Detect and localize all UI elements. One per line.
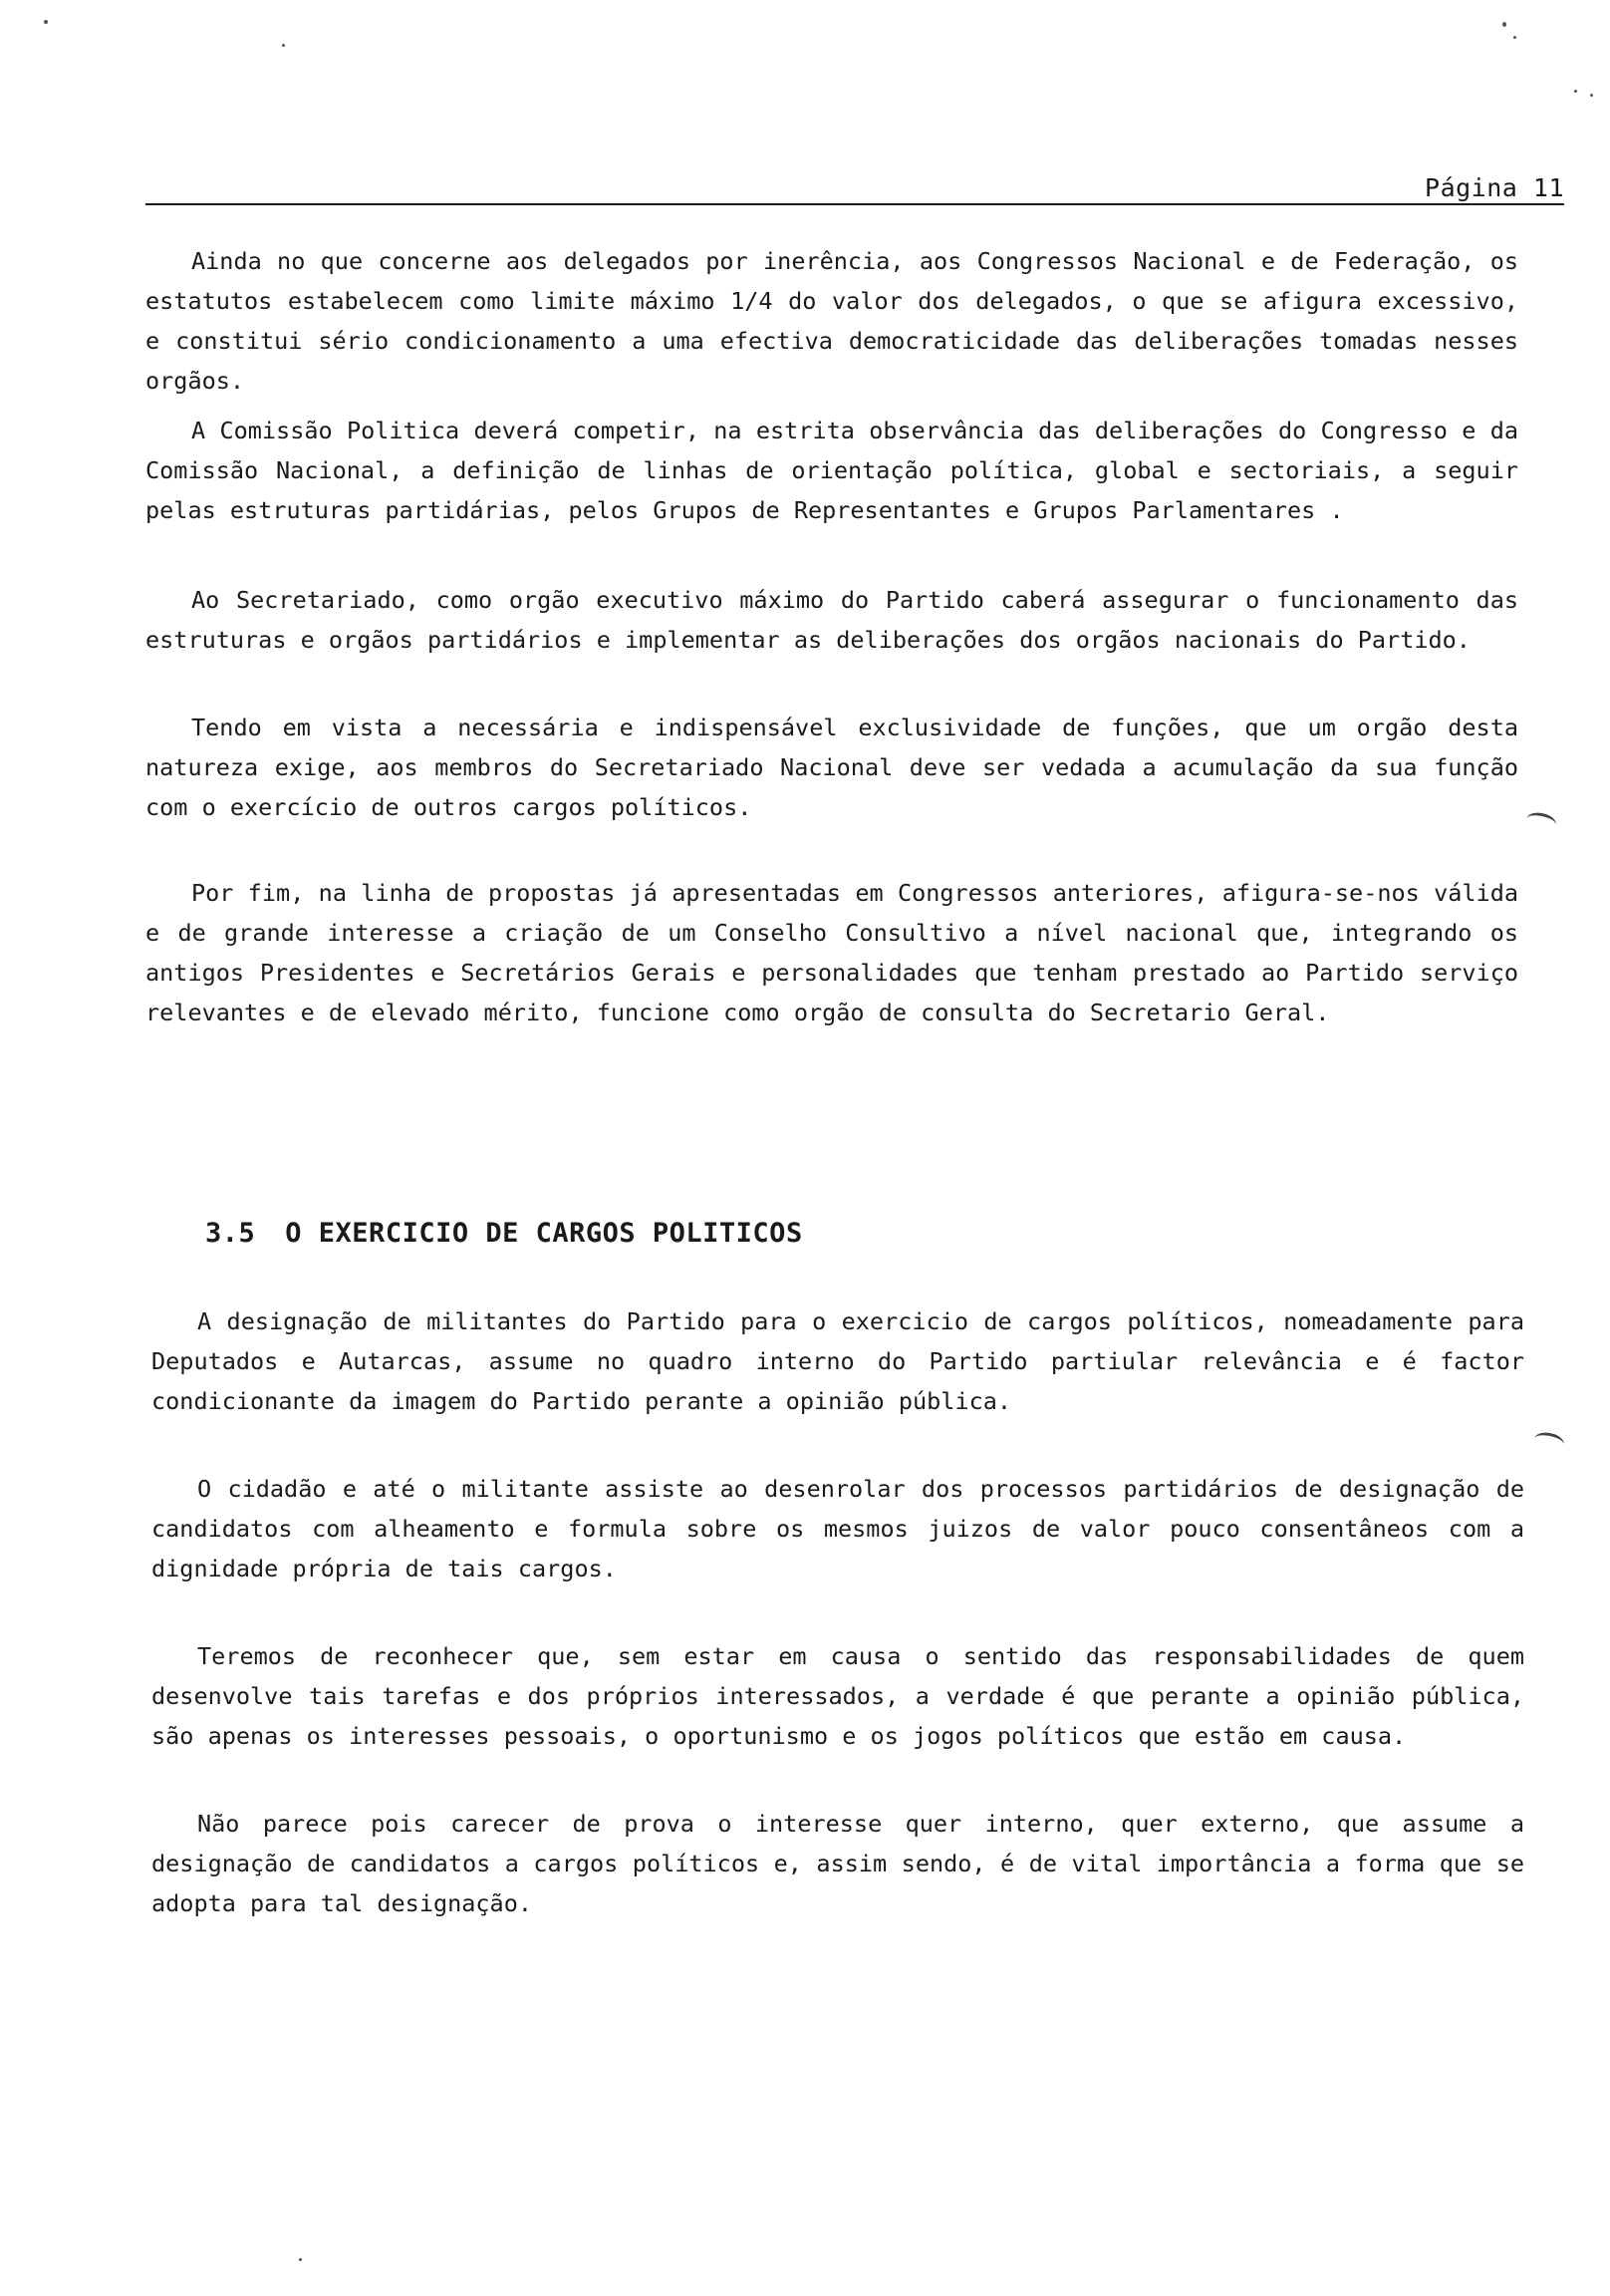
margin-mark: [1533, 1430, 1566, 1453]
paragraph-exclusividade: Tendo em vista a necessária e indispensável exclusividade de funções, que um orgão desta natureza exige, aos membros do Secretariado Nacional deve ser vedada a acumulação da sua função com o exercício de outros cargos políticos.: [145, 714, 1518, 821]
paragraph-prova: Não parece pois carecer de prova o interesse quer interno, quer externo, que assume a designação de candidatos a cargos políticos e, assim sendo, é de vital importância a forma que se adopta para tal designação.: [151, 1810, 1524, 1917]
section-number: 3.5: [205, 1218, 256, 1249]
scan-speck: [1574, 90, 1577, 93]
scan-speck: [299, 2258, 302, 2261]
section-heading: [205, 1218, 803, 1249]
scan-speck: [44, 20, 48, 24]
paragraph-delegados: Ainda no que concerne aos delegados por inerência, aos Congressos Nacional e de Federação, os estatutos estabelecem como limite máximo 1/4 do valor dos delegados, o que se afigura excessivo, e constitui sério condicionamento a uma efectiva democraticidade das deliberações tomadas nesses orgãos.: [145, 247, 1518, 395]
paragraph-designacao: A designação de militantes do Partido para o exercicio de cargos políticos, nomeadamente para Deputados e Autarcas, assume no quadro interno do Partido partiular relevância e é factor condicionante da imagem do Partido perante a opinião pública.: [151, 1307, 1524, 1415]
scan-speck: [282, 44, 285, 47]
page-number: Página 11: [1425, 173, 1564, 202]
paragraph-secretariado: Ao Secretariado, como orgão executivo máximo do Partido caberá assegurar o funcionamento das estruturas e orgãos partidários e implementar as deliberações dos orgãos nacionais do Partido.: [145, 586, 1518, 654]
section-title: O EXERCICIO DE CARGOS POLITICOS: [285, 1218, 803, 1249]
scan-speck: [1590, 94, 1593, 97]
paragraph-comissao-politica: A Comissão Politica deverá competir, na estrita observância das deliberações do Congresso e da Comissão Nacional, a definição de linhas de orientação política, global e sectoriais, a seguir pelas estruturas partidárias, pelos Grupos de Representantes e Grupos Parlamentares .: [145, 417, 1518, 524]
paragraph-cidadao: O cidadão e até o militante assiste ao desenrolar dos processos partidários de designação de candidatos com alheamento e formula sobre os mesmos juizos de valor pouco consentâneos com a dignidade própria de tais cargos.: [151, 1475, 1524, 1582]
header-rule: [145, 203, 1564, 205]
paragraph-conselho-consultivo: Por fim, na linha de propostas já apresentadas em Congressos anteriores, afigura-se-nos válida e de grande interesse a criação de um Conselho Consultivo a nível nacional que, integrando os antigos Presidentes e Secretários Gerais e personalidades que tenham prestado ao Partido serviço relevantes e de elevado mérito, funcione como orgão de consulta do Secretario Geral.: [145, 879, 1518, 1026]
margin-mark: [1525, 810, 1558, 833]
paragraph-reconhecer: Teremos de reconhecer que, sem estar em causa o sentido das responsabilidades de quem desenvolve tais tarefas e dos próprios interessados, a verdade é que perante a opinião pública, são apenas os interesses pessoais, o oportunismo e os jogos políticos que estão em causa.: [151, 1642, 1524, 1750]
page-header: [145, 169, 1564, 205]
scan-speck: [1513, 36, 1516, 39]
scan-speck: [1502, 22, 1506, 27]
